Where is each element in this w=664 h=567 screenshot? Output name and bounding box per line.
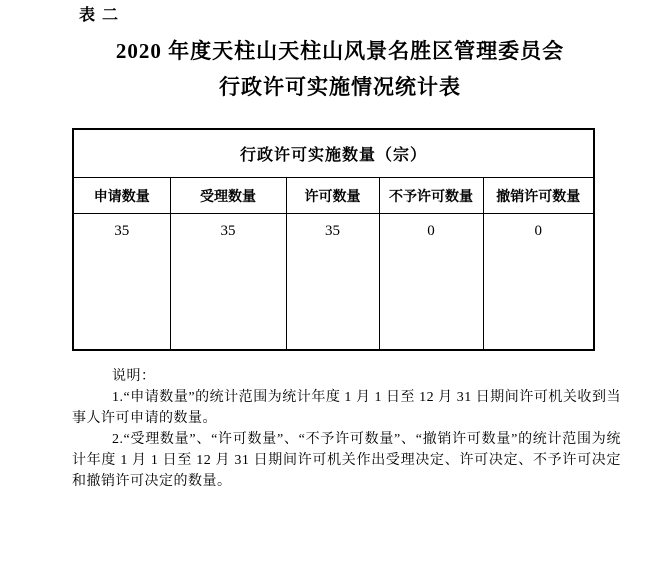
column-header-applications: 申请数量 [73, 178, 170, 214]
table-value-row [73, 214, 594, 351]
permit-stats-table [72, 128, 595, 351]
value-applications: 35 [73, 214, 170, 351]
note-item-1: 1.“申请数量”的统计范围为统计年度 1 月 1 日至 12 月 31 日期间许可机关收到当事人许可申请的数量。 [72, 390, 621, 426]
value-accepted: 35 [170, 214, 286, 351]
column-header-accepted: 受理数量 [170, 178, 286, 214]
column-header-revoked: 撤销许可数量 [483, 178, 594, 214]
notes-section [72, 366, 621, 492]
table-title-row [73, 129, 594, 178]
document-title [60, 33, 620, 105]
table-merged-header: 行政许可实施数量（宗） [73, 129, 594, 178]
column-header-denied: 不予许可数量 [379, 178, 483, 214]
value-revoked: 0 [483, 214, 594, 351]
notes-heading: 说明： [112, 369, 156, 384]
title-line-2: 行政许可实施情况统计表 [219, 75, 461, 99]
title-line-1: 2020 年度天柱山天柱山风景名胜区管理委员会 [115, 39, 565, 63]
value-denied: 0 [379, 214, 483, 351]
value-permitted: 35 [286, 214, 379, 351]
table-header-row [73, 178, 594, 214]
table-number-label: 表二 [79, 7, 126, 24]
column-header-permitted: 许可数量 [286, 178, 379, 214]
note-item-2: 2.“受理数量”、“许可数量”、“不予许可数量”、“撤销许可数量”的统计范围为统计年度 1 月 1 日至 12 月 31 日期间许可机关作出受理决定、许可决定、不予许可决定和撤销许可决定的数量。 [72, 432, 621, 489]
